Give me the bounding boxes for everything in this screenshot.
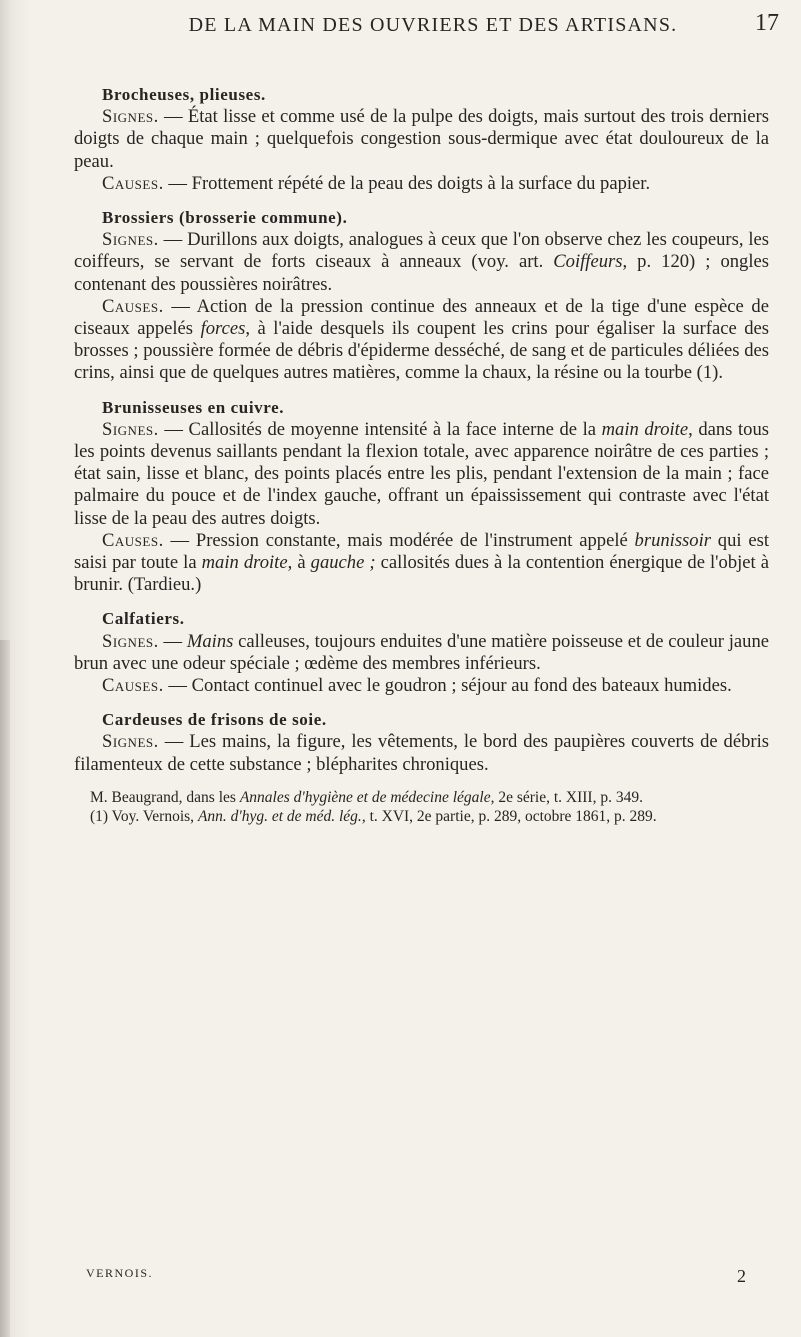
section-heading: Brocheuses, plieuses. xyxy=(102,85,266,104)
causes-text-cont-2: , à xyxy=(287,552,311,574)
section-heading: Cardeuses de frisons de soie. xyxy=(102,710,327,730)
causes-italic-2: main droite xyxy=(201,552,288,574)
signes-text: — Durillons aux doigts, analogues à ceux que l'on observe chez les coupeurs, les coiffeurs, se servant de forts ciseaux à anneaux (voy. art. xyxy=(74,229,769,273)
signes-label: Signes. xyxy=(102,229,159,251)
section-cardeuses xyxy=(74,709,769,776)
running-header: DE LA MAIN DES OUVRIERS ET DES ARTISANS. xyxy=(188,14,678,36)
signes-italic: main droite xyxy=(601,418,689,440)
page-footer xyxy=(86,1266,746,1288)
signes-text-cont: calleuses, toujours enduites d'une matière poisseuse et de couleur jaune brun avec une odeur spéciale ; œdème des membres inférieurs. xyxy=(74,630,770,674)
signes-text: — Callosités de moyenne intensité à la face interne de la xyxy=(158,418,602,440)
causes-label: Causes. xyxy=(102,675,164,697)
signes-italic: Mains xyxy=(186,630,234,652)
signes-text: — État lisse et comme usé de la pulpe des doigts, mais surtout des trois derniers doigts de chaque main ; quelquefois congestion sous-dermique avec état douloureux de la peau. xyxy=(74,106,769,172)
footnote-text-cont: , t. XVI, 2e partie, p. 289, octobre 1861, p. 289. xyxy=(361,807,657,825)
sheet-number: 2 xyxy=(737,1266,746,1286)
signes-paragraph xyxy=(74,419,769,530)
section-heading: Brossiers (brosserie commune). xyxy=(102,208,348,228)
signes-text-cont: , dans tous les points devenus saillants pendant la flexion totale, avec apparence noirâtre de ces parties ; état sain, lisse et blanc, des points placés entre les plis, pendant l'extension de la main ; face palmaire du pouce et de l'index gauche, offrant un épaississement qui contraste avec l'état lisse de la peau des autres doigts. xyxy=(74,418,769,529)
signes-label: Signes. xyxy=(102,106,159,128)
causes-italic: brunissoir xyxy=(634,529,711,551)
causes-text: — Contact continuel avec le goudron ; séjour au fond des bateaux humides. xyxy=(163,675,732,697)
signes-paragraph xyxy=(74,106,769,173)
binding-shadow xyxy=(0,640,10,1337)
section-brunisseuses xyxy=(74,397,769,597)
causes-text-cont-3: callosités dues à la contention énergique de l'objet à brunir. (Tardieu.) xyxy=(74,552,770,596)
causes-text: — Frottement répété de la peau des doigts à la surface du papier. xyxy=(163,172,651,194)
footnote-1 xyxy=(74,807,769,826)
causes-italic: forces xyxy=(200,318,246,340)
causes-text: — Pression constante, mais modérée de l'instrument appelé xyxy=(163,529,635,551)
signes-label: Signes. xyxy=(102,731,159,753)
causes-label: Causes. xyxy=(102,529,164,551)
signes-label: Signes. xyxy=(102,418,159,440)
signes-text: — xyxy=(158,630,187,652)
signes-text-cont: , p. 120) ; ongles contenant des poussières noirâtres. xyxy=(74,251,769,295)
signes-paragraph xyxy=(74,229,769,296)
section-calfatiers xyxy=(74,608,769,697)
footnote-beaugrand xyxy=(74,788,769,807)
footnote-italic: Ann. d'hyg. et de méd. lég. xyxy=(197,807,362,825)
causes-paragraph xyxy=(74,296,769,385)
section-heading: Brunisseuses en cuivre. xyxy=(102,397,285,417)
causes-text-cont: qui est saisi par toute la xyxy=(74,529,769,574)
causes-text-cont: , à l'aide desquels ils coupent les crins pour égaliser la surface des brosses ; poussière formée de débris d'épiderme desséché, de sang et de particules déliées des crins, ainsi que de quelques autres matières, comme la chaux, la résine ou la tourbe (1). xyxy=(74,318,770,384)
causes-label: Causes. xyxy=(102,172,164,194)
causes-paragraph xyxy=(74,530,769,597)
footnotes xyxy=(74,788,769,826)
signes-text: — Les mains, la figure, les vêtements, le bord des paupières couverts de débris filamenteux de cette substance ; blépharites chroniques. xyxy=(74,731,769,775)
causes-text: — Action de la pression continue des anneaux et de la tige d'une espèce de ciseaux appelés xyxy=(74,295,769,340)
section-heading: Calfatiers. xyxy=(102,609,185,629)
footnote-text-cont: , 2e série, t. XIII, p. 349. xyxy=(490,788,643,806)
signes-italic: Coiffeurs xyxy=(553,251,623,273)
causes-paragraph xyxy=(74,675,769,697)
footnote-text: (1) Voy. Vernois, xyxy=(90,807,198,825)
section-brocheuses xyxy=(74,84,769,195)
signes-paragraph xyxy=(74,731,769,775)
section-brossiers xyxy=(74,207,769,385)
causes-italic-3: gauche ; xyxy=(310,552,376,574)
signes-label: Signes. xyxy=(102,630,159,652)
signes-paragraph xyxy=(74,631,769,675)
printer-signature: VERNOIS. xyxy=(86,1266,154,1280)
footnote-text: M. Beaugrand, dans les xyxy=(90,788,240,806)
causes-paragraph xyxy=(74,173,769,195)
causes-label: Causes. xyxy=(102,295,164,317)
page-body xyxy=(74,84,769,826)
page-number: 17 xyxy=(755,10,779,36)
footnote-italic: Annales d'hygiène et de médecine légale xyxy=(239,788,491,806)
